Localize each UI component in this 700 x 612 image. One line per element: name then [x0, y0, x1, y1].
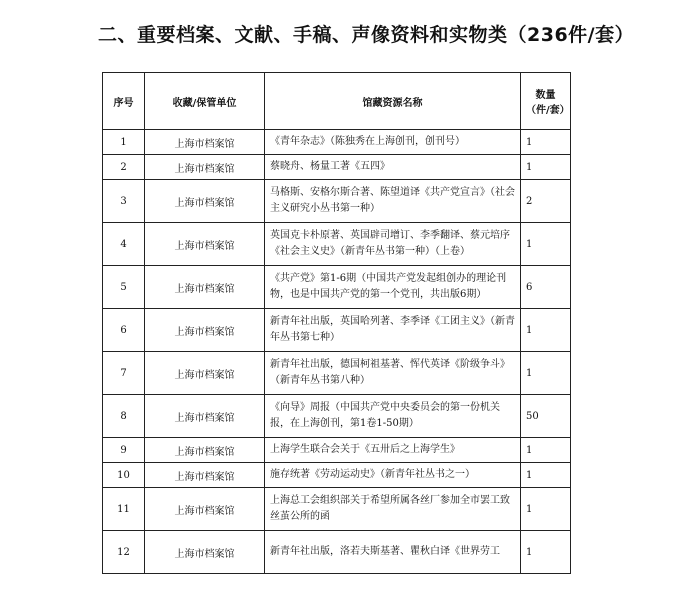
row-resource-name: 新青年社出版，洛若夫斯基著、瞿秋白译《世界劳工 — [265, 531, 521, 574]
row-holding-unit: 上海市档案馆 — [145, 155, 265, 180]
row-resource-name: 施存统著《劳动运动史》（新青年社丛书之一） — [265, 463, 521, 488]
row-holding-unit: 上海市档案馆 — [145, 531, 265, 574]
row-holding-unit: 上海市档案馆 — [145, 395, 265, 438]
row-resource-name: 蔡晓舟、杨量工著《五四》 — [265, 155, 521, 180]
row-quantity: 1 — [521, 438, 571, 463]
table-row — [103, 309, 571, 352]
row-quantity: 50 — [521, 395, 571, 438]
header-holding-unit: 收藏/保管单位 — [145, 73, 265, 130]
table-header-row — [103, 73, 571, 130]
row-resource-name: 上海学生联合会关于《五卅后之上海学生》 — [265, 438, 521, 463]
row-holding-unit: 上海市档案馆 — [145, 223, 265, 266]
header-serial-number: 序号 — [103, 73, 145, 130]
row-resource-name: 英国克卡朴原著、英国辟司增订、李季翻译、蔡元培序《社会主义史》（新青年丛书第一种）（上卷） — [265, 223, 521, 266]
row-serial-number: 1 — [103, 130, 145, 155]
row-resource-name: 马格斯、安格尔斯合著、陈望道译《共产党宣言》（社会主义研究小丛书第一种） — [265, 180, 521, 223]
row-serial-number: 8 — [103, 395, 145, 438]
row-holding-unit: 上海市档案馆 — [145, 130, 265, 155]
row-serial-number: 4 — [103, 223, 145, 266]
row-quantity: 1 — [521, 463, 571, 488]
row-serial-number: 2 — [103, 155, 145, 180]
row-holding-unit: 上海市档案馆 — [145, 180, 265, 223]
row-holding-unit: 上海市档案馆 — [145, 266, 265, 309]
row-serial-number: 10 — [103, 463, 145, 488]
row-holding-unit: 上海市档案馆 — [145, 488, 265, 531]
table-row — [103, 223, 571, 266]
header-resource-name: 馆藏资源名称 — [265, 73, 521, 130]
table-row — [103, 352, 571, 395]
row-resource-name: 《向导》周报（中国共产党中央委员会的第一份机关报，在上海创刊，第1卷1-50期） — [265, 395, 521, 438]
row-quantity: 2 — [521, 180, 571, 223]
row-serial-number: 9 — [103, 438, 145, 463]
row-serial-number: 11 — [103, 488, 145, 531]
row-resource-name: 新青年社出版，英国哈列著、李季译《工团主义》（新青年丛书第七种） — [265, 309, 521, 352]
table-row — [103, 395, 571, 438]
collection-table — [102, 72, 571, 574]
row-resource-name: 《共产党》第1-6期（中国共产党发起组创办的理论刊物，也是中国共产党的第一个党刊，共出版6期） — [265, 266, 521, 309]
row-serial-number: 12 — [103, 531, 145, 574]
row-serial-number: 3 — [103, 180, 145, 223]
row-holding-unit: 上海市档案馆 — [145, 352, 265, 395]
row-holding-unit: 上海市档案馆 — [145, 463, 265, 488]
table-row — [103, 130, 571, 155]
row-quantity: 1 — [521, 531, 571, 574]
table-row — [103, 266, 571, 309]
header-quantity: 数量（件/套） — [521, 73, 571, 130]
row-holding-unit: 上海市档案馆 — [145, 309, 265, 352]
table-row — [103, 463, 571, 488]
row-quantity: 1 — [521, 488, 571, 531]
table-row — [103, 155, 571, 180]
row-serial-number: 5 — [103, 266, 145, 309]
page-heading: 二、重要档案、文献、手稿、声像资料和实物类（236件/套） — [98, 24, 635, 46]
table-row — [103, 438, 571, 463]
row-quantity: 1 — [521, 352, 571, 395]
table-row — [103, 180, 571, 223]
row-quantity: 1 — [521, 309, 571, 352]
row-quantity: 1 — [521, 155, 571, 180]
row-serial-number: 7 — [103, 352, 145, 395]
row-quantity: 1 — [521, 130, 571, 155]
row-holding-unit: 上海市档案馆 — [145, 438, 265, 463]
row-quantity: 1 — [521, 223, 571, 266]
row-resource-name: 上海总工会组织部关于希望所属各丝厂参加全市罢工致丝茧公所的函 — [265, 488, 521, 531]
row-quantity: 6 — [521, 266, 571, 309]
row-serial-number: 6 — [103, 309, 145, 352]
table-row — [103, 488, 571, 531]
row-resource-name: 《青年杂志》（陈独秀在上海创刊，创刊号） — [265, 130, 521, 155]
row-resource-name: 新青年社出版，德国柯祖基著、恽代英译《阶级争斗》（新青年丛书第八种） — [265, 352, 521, 395]
table-row — [103, 531, 571, 574]
